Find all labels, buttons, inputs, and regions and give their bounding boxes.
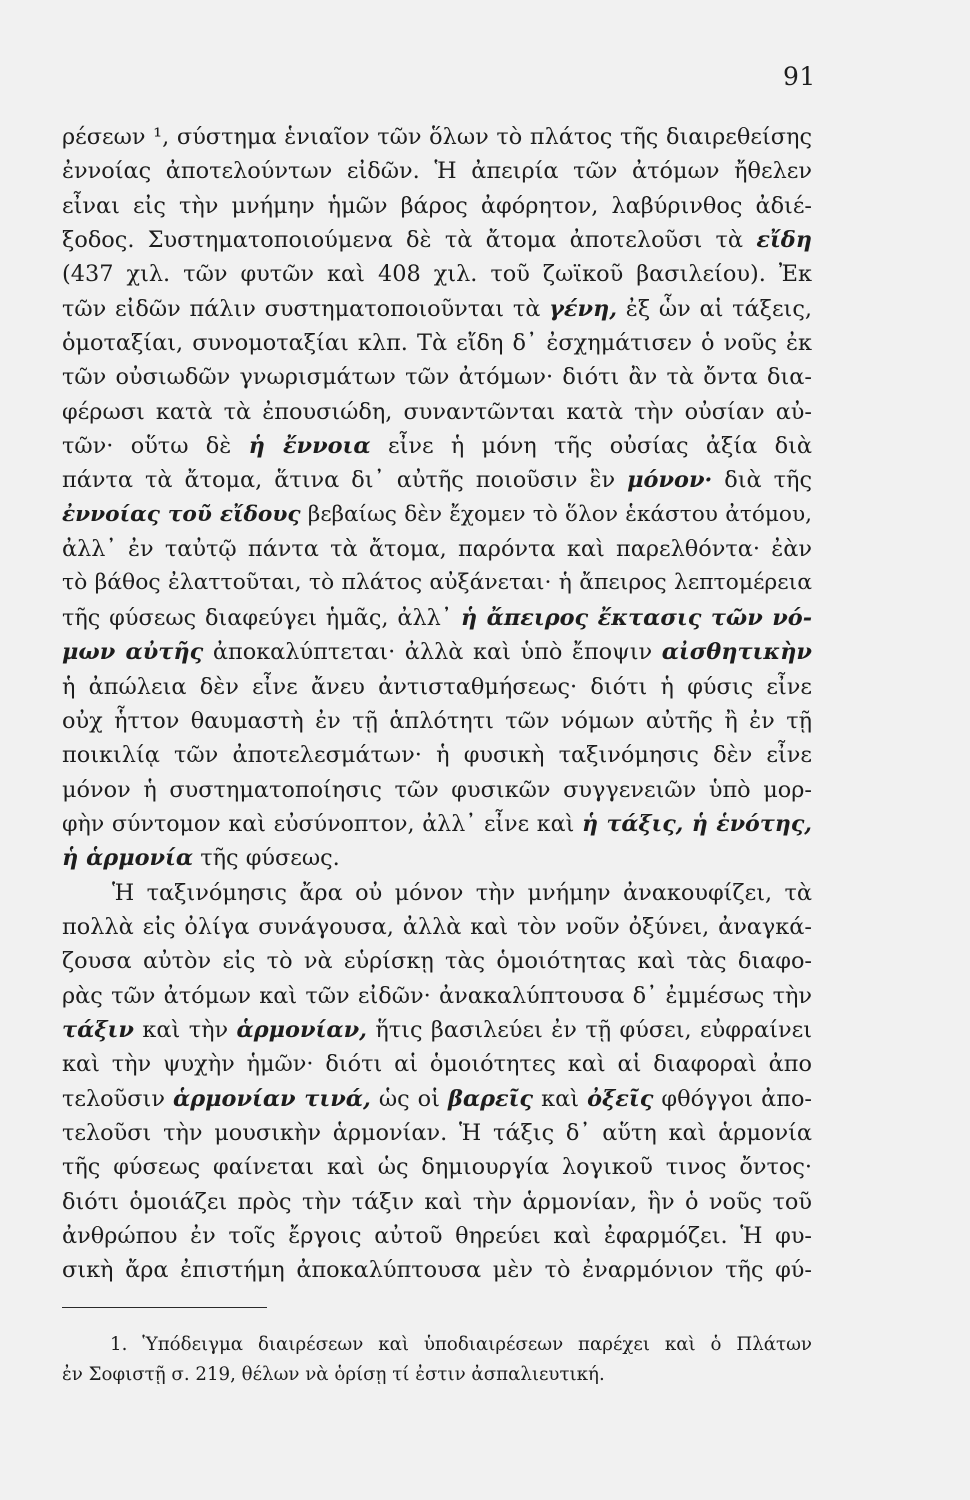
- emphasized-text: ἐννοίας τοῦ εἴδους: [62, 501, 301, 527]
- text-line: [62, 463, 812, 497]
- emphasized-text: αἰσθητικὴν: [661, 639, 812, 666]
- page-number: 91: [783, 62, 816, 91]
- text-segment: ὁμοταξίαι, συνομοταξίαι κλπ. Τὰ εἴδη δ᾽ ἐσχημάτισεν ὁ νοῦς ἐκ: [62, 330, 812, 357]
- main-text: [62, 120, 812, 1288]
- text-line: [62, 1116, 812, 1150]
- text-segment: Ἡ ταξινόμησις ἄρα οὐ μόνον τὴν μνήμην ἀνακουφίζει, τὰ: [112, 879, 812, 906]
- text-line: [62, 566, 812, 600]
- text-segment: μόνον ἡ συστηματοποίησις τῶν φυσικῶν συγγενειῶν ὑπὸ μορ-: [62, 776, 812, 803]
- text-line: [62, 1253, 812, 1287]
- text-segment: ἐννοίας ἀποτελούντων εἰδῶν. Ἡ ἀπειρία τῶν ἀτόμων ἤθελεν: [62, 158, 812, 185]
- text-line: [62, 498, 812, 532]
- text-line: [62, 773, 812, 807]
- text-line: [62, 876, 812, 910]
- text-line: [62, 635, 812, 669]
- text-line: [62, 944, 812, 978]
- text-segment: ἡ ἀπώλεια δὲν εἶνε ἄνευ ἀντισταθμήσεως· διότι ἡ φύσις εἶνε: [62, 673, 812, 700]
- text-segment: ὡς οἱ: [370, 1085, 448, 1112]
- text-line: [62, 1150, 812, 1184]
- text-segment: ἐξ ὧν αἱ τάξεις,: [617, 295, 812, 322]
- text-line: [62, 807, 812, 841]
- text-segment: εἶνε ἡ μόνη τῆς οὐσίας ἀξία διὰ: [370, 433, 812, 460]
- text-segment: τῆς φύσεως διαφεύγει ἡμᾶς, ἀλλ᾽: [62, 604, 461, 631]
- text-line: [62, 1082, 812, 1116]
- text-segment: τὸ βάθος ἐλαττοῦται, τὸ πλάτος αὐξάνεται· ἡ ἄπειρος λεπτομέρεια: [62, 570, 812, 596]
- text-line: [62, 601, 812, 635]
- text-line: [62, 326, 812, 360]
- text-segment: ἥτις βασιλεύει ἐν τῇ φύσει, εὐφραίνει: [366, 1016, 812, 1043]
- text-segment: τῆς φύσεως φαίνεται καὶ ὡς δημιουργία λογικοῦ τινος ὄντος·: [62, 1154, 812, 1181]
- text-line: [62, 189, 812, 223]
- text-segment: καὶ τὴν ψυχὴν ἡμῶν· διότι αἱ ὁμοιότητες καὶ αἱ διαφοραὶ ἀπο: [62, 1051, 812, 1078]
- text-segment: σικὴ ἄρα ἐπιστήμη ἀποκαλύπτουσα μὲν τὸ ἐναρμόνιον τῆς φύ-: [62, 1257, 812, 1284]
- emphasized-text: ἁρμονίαν,: [236, 1016, 367, 1043]
- text-line: [62, 738, 812, 772]
- emphasized-text: βαρεῖς: [448, 1085, 534, 1112]
- text-line: [62, 154, 812, 188]
- text-segment: ρέσεων ¹, σύστημα ἑνιαῖον τῶν ὅλων τὸ πλάτος τῆς διαιρεθείσης: [62, 124, 812, 150]
- text-segment: πάντα τὰ ἄτομα, ἅτινα δι᾽ αὐτῆς ποιοῦσιν ἓν: [62, 467, 628, 494]
- footnote-divider: [62, 1307, 267, 1308]
- text-segment: τελοῦσι τὴν μουσικὴν ἁρμονίαν. Ἡ τάξις δ᾽ αὕτη καὶ ἁρμονία: [62, 1119, 812, 1146]
- text-line: [62, 360, 812, 394]
- text-segment: τῶν· οὕτω δὲ: [62, 433, 249, 460]
- text-line: [62, 1013, 812, 1047]
- emphasized-text: ἡ ἁρμονία: [62, 845, 194, 872]
- text-line: [62, 223, 812, 257]
- text-line: [62, 120, 812, 154]
- text-segment: βεβαίως δὲν ἔχομεν τὸ ὅλον ἑκάστου ἀτόμου,: [300, 501, 812, 527]
- text-segment: φὴν σύντομον καὶ εὐσύνοπτον, ἀλλ᾽ εἶνε καὶ: [62, 810, 582, 837]
- text-line: [62, 257, 812, 291]
- text-segment: ἀποκαλύπτεται· ἀλλὰ καὶ ὑπὸ ἔποψιν: [203, 639, 662, 666]
- text-segment: καὶ: [533, 1085, 588, 1112]
- text-line: [62, 1185, 812, 1219]
- emphasized-text: ἡ τάξις, ἡ ἑνότης,: [581, 810, 813, 837]
- text-segment: οὐχ ἧττον θαυμαστὴ ἐν τῇ ἁπλότητι τῶν νόμων αὐτῆς ἢ ἐν τῇ: [62, 707, 812, 734]
- text-line: [62, 841, 812, 875]
- emphasized-text: εἴδη: [756, 227, 812, 254]
- footnote-line: ἐν Σοφιστῇ σ. 219, θέλων νὰ ὁρίσῃ τί ἐστιν ἀσπαλιευτική.: [62, 1364, 605, 1385]
- text-segment: τῆς φύσεως.: [193, 845, 340, 872]
- text-segment: ἀλλ᾽ ἐν ταὐτῷ πάντα τὰ ἄτομα, παρόντα καὶ παρελθόντα· ἐὰν: [62, 536, 812, 563]
- text-segment: τελοῦσιν: [62, 1085, 173, 1112]
- text-segment: ξοδος. Συστηματοποιούμενα δὲ τὰ ἄτομα ἀποτελοῦσι τὰ: [62, 227, 757, 254]
- emphasized-text: μόνον·: [627, 467, 713, 494]
- text-line: [62, 532, 812, 566]
- emphasized-text: ἡ ἔννοια: [248, 433, 371, 460]
- text-segment: διότι ὁμοιάζει πρὸς τὴν τάξιν καὶ τὴν ἁρμονίαν, ἣν ὁ νοῦς τοῦ: [62, 1188, 812, 1215]
- emphasized-text: γένη,: [549, 295, 618, 322]
- text-segment: φέρωσι κατὰ τὰ ἐπουσιώδη, συναντῶνται κατὰ τὴν οὐσίαν αὐ-: [62, 398, 812, 425]
- emphasized-text: τάξιν: [62, 1016, 134, 1043]
- text-segment: φθόγγοι ἀπο-: [653, 1085, 813, 1112]
- text-segment: ρὰς τῶν ἀτόμων καὶ τῶν εἰδῶν· ἀνακαλύπτουσα δ᾽ ἐμμέσως τὴν: [62, 982, 812, 1009]
- text-segment: πολλὰ εἰς ὀλίγα συνάγουσα, ἀλλὰ καὶ τὸν νοῦν ὀξύνει, ἀναγκά-: [62, 913, 812, 940]
- text-segment: ποικιλίᾳ τῶν ἀποτελεσμάτων· ἡ φυσικὴ ταξινόμησις δὲν εἶνε: [62, 742, 812, 769]
- text-segment: διὰ τῆς: [712, 467, 812, 494]
- text-segment: εἶναι εἰς τὴν μνήμην ἡμῶν βάρος ἀφόρητον, λαβύρινθος ἀδιέ-: [62, 192, 812, 219]
- emphasized-text: μων αὐτῆς: [62, 639, 204, 666]
- text-line: [62, 395, 812, 429]
- text-line: [62, 704, 812, 738]
- text-line: [62, 1047, 812, 1081]
- text-line: [62, 910, 812, 944]
- emphasized-text: ἡ ἄπειρος ἔκτασις τῶν νό-: [460, 604, 812, 631]
- text-line: [62, 979, 812, 1013]
- text-segment: ἀνθρώπου ἐν τοῖς ἔργοις αὐτοῦ θηρεύει καὶ ἐφαρμόζει. Ἡ φυ-: [62, 1223, 812, 1249]
- text-line: [62, 429, 812, 463]
- text-segment: τῶν εἰδῶν πάλιν συστηματοποιοῦνται τὰ: [62, 295, 550, 322]
- text-line: [62, 292, 812, 326]
- emphasized-text: ὀξεῖς: [587, 1085, 654, 1112]
- footnotes: [62, 1330, 812, 1390]
- emphasized-text: ἁρμονίαν τινά,: [173, 1085, 371, 1112]
- text-segment: (437 χιλ. τῶν φυτῶν καὶ 408 χιλ. τοῦ ζωϊκοῦ βασιλείου). Ἐκ: [62, 261, 812, 288]
- text-segment: καὶ τὴν: [133, 1016, 237, 1043]
- text-line: [62, 670, 812, 704]
- text-segment: τῶν οὐσιωδῶν γνωρισμάτων τῶν ἀτόμων· διότι ἂν τὰ ὄντα δια-: [62, 364, 812, 391]
- footnote-line: 1. Ὑπόδειγμα διαιρέσεων καὶ ὑποδιαιρέσεων παρέχει καὶ ὁ Πλάτων: [110, 1334, 812, 1355]
- text-segment: ζουσα αὐτὸν εἰς τὸ νὰ εὑρίσκῃ τὰς ὁμοιότητας καὶ τὰς διαφο-: [62, 948, 812, 975]
- text-line: [62, 1219, 812, 1253]
